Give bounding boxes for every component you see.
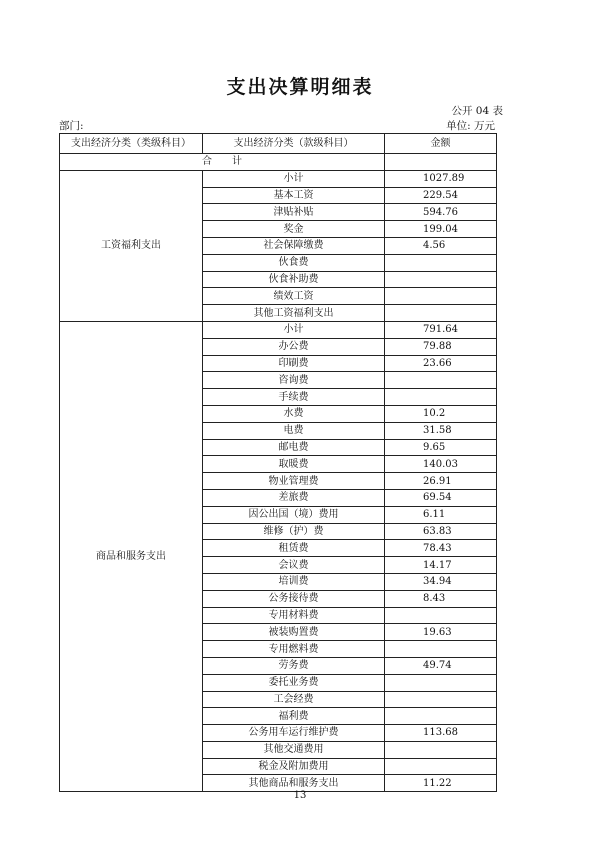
item-cell: 委托业务费	[203, 674, 385, 691]
item-cell: 水费	[203, 405, 385, 422]
item-cell: 伙食补助费	[203, 271, 385, 288]
amount-cell	[385, 708, 497, 725]
item-cell: 办公费	[203, 338, 385, 355]
item-cell: 税金及附加费用	[203, 758, 385, 775]
amount-cell	[385, 607, 497, 624]
amount-cell: 26.91	[385, 473, 497, 490]
table-row	[60, 321, 497, 338]
amount-cell	[385, 691, 497, 708]
item-cell: 会议费	[203, 557, 385, 574]
amount-cell: 791.64	[385, 321, 497, 338]
amount-cell: 199.04	[385, 221, 497, 238]
amount-cell	[385, 271, 497, 288]
item-cell: 劳务费	[203, 657, 385, 674]
page-number: 13	[293, 790, 307, 801]
amount-cell: 14.17	[385, 557, 497, 574]
item-cell: 其他工资福利支出	[203, 305, 385, 322]
item-cell: 专用材料费	[203, 607, 385, 624]
item-cell: 咨询费	[203, 372, 385, 389]
item-cell: 被装购置费	[203, 624, 385, 641]
item-cell: 租赁费	[203, 540, 385, 557]
item-cell: 物业管理费	[203, 473, 385, 490]
amount-cell: 79.88	[385, 338, 497, 355]
amount-cell: 63.83	[385, 523, 497, 540]
item-cell: 维修（护）费	[203, 523, 385, 540]
item-cell: 差旅费	[203, 489, 385, 506]
header-item: 支出经济分类（款级科目）	[203, 134, 385, 154]
amount-cell: 9.65	[385, 439, 497, 456]
amount-cell	[385, 305, 497, 322]
item-cell: 公务接待费	[203, 590, 385, 607]
amount-cell: 19.63	[385, 624, 497, 641]
amount-cell	[385, 288, 497, 305]
amount-cell: 23.66	[385, 355, 497, 372]
item-cell: 小计	[203, 321, 385, 338]
category-cell: 工资福利支出	[60, 170, 203, 321]
amount-cell: 140.03	[385, 456, 497, 473]
amount-cell: 8.43	[385, 590, 497, 607]
item-cell: 因公出国（境）费用	[203, 506, 385, 523]
table-header-row	[60, 134, 497, 154]
department-label: 部门:	[59, 120, 84, 132]
amount-cell: 6.11	[385, 506, 497, 523]
amount-cell: 31.58	[385, 422, 497, 439]
item-cell: 其他交通费用	[203, 741, 385, 758]
amount-cell: 11.22	[385, 775, 497, 792]
item-cell: 奖金	[203, 221, 385, 238]
amount-cell	[385, 641, 497, 658]
amount-cell	[385, 372, 497, 389]
header-category: 支出经济分类（类级科目）	[60, 134, 203, 154]
amount-cell	[385, 254, 497, 271]
item-cell: 公务用车运行维护费	[203, 725, 385, 742]
unit-label: 单位: 万元	[446, 120, 495, 132]
amount-cell: 113.68	[385, 725, 497, 742]
amount-cell: 594.76	[385, 204, 497, 221]
page-title: 支出决算明细表	[226, 76, 374, 98]
item-cell: 其他商品和服务支出	[203, 775, 385, 792]
item-cell: 小计	[203, 170, 385, 187]
amount-cell: 229.54	[385, 187, 497, 204]
amount-cell: 78.43	[385, 540, 497, 557]
item-cell: 手续费	[203, 389, 385, 406]
total-row	[60, 154, 497, 171]
amount-cell	[385, 389, 497, 406]
item-cell: 福利费	[203, 708, 385, 725]
form-number: 公开 04 表	[451, 105, 503, 117]
item-cell: 专用燃料费	[203, 641, 385, 658]
amount-cell: 4.56	[385, 237, 497, 254]
item-cell: 伙食费	[203, 254, 385, 271]
item-cell: 工会经费	[203, 691, 385, 708]
amount-cell: 49.74	[385, 657, 497, 674]
item-cell: 津贴补贴	[203, 204, 385, 221]
item-cell: 取暖费	[203, 456, 385, 473]
item-cell: 绩效工资	[203, 288, 385, 305]
category-cell: 商品和服务支出	[60, 321, 203, 791]
amount-cell: 10.2	[385, 405, 497, 422]
amount-cell	[385, 758, 497, 775]
header-amount: 金额	[385, 134, 497, 154]
item-cell: 印刷费	[203, 355, 385, 372]
item-cell: 培训费	[203, 573, 385, 590]
expenditure-table	[59, 133, 497, 792]
amount-cell: 1027.89	[385, 170, 497, 187]
item-cell: 社会保障缴费	[203, 237, 385, 254]
amount-cell	[385, 741, 497, 758]
amount-cell: 34.94	[385, 573, 497, 590]
amount-cell: 69.54	[385, 489, 497, 506]
item-cell: 电费	[203, 422, 385, 439]
total-amount	[385, 154, 497, 171]
item-cell: 基本工资	[203, 187, 385, 204]
item-cell: 邮电费	[203, 439, 385, 456]
table-row	[60, 170, 497, 187]
amount-cell	[385, 674, 497, 691]
total-label: 合 计	[60, 154, 385, 171]
